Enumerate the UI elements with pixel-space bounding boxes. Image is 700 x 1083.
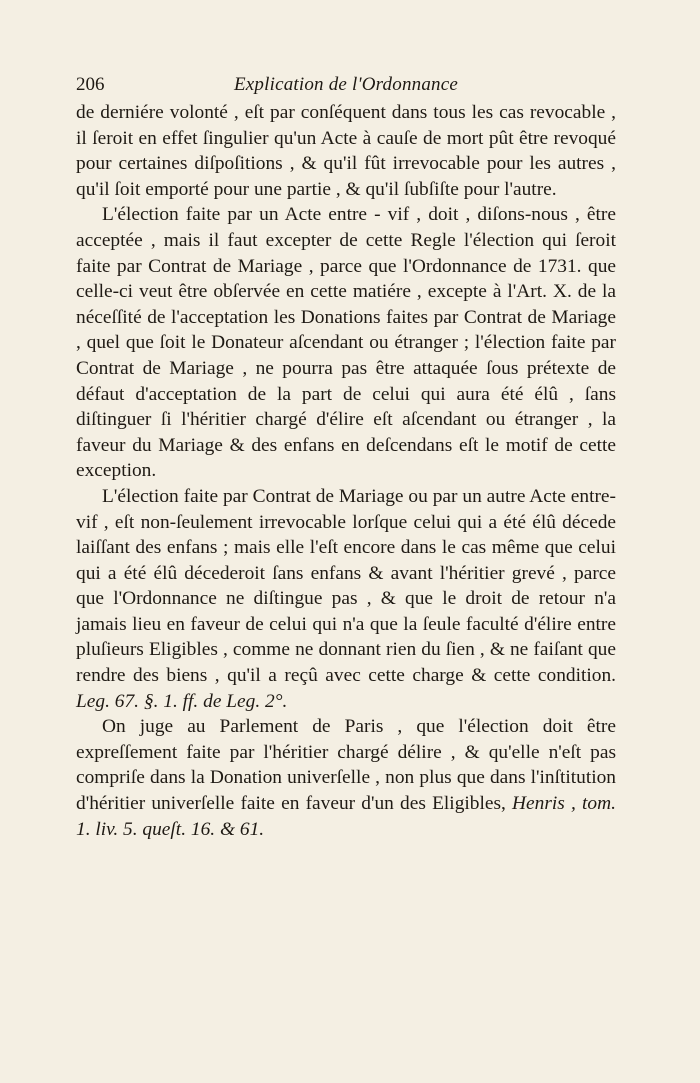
running-head [76, 74, 616, 100]
paragraph-4-citation: Henris , tom. 1. liv. 5. queſt. 16. & 61. [76, 793, 616, 840]
paragraph-2 [76, 202, 616, 484]
document-page [76, 74, 616, 842]
paragraph-3-text: L'élection faite par Contrat de Mariage ou par un autre Acte entre-vif , eſt non-ſeulement irrevocable lorſque celui qui a été élû décede laiſſant des enfans ; mais elle l'eſt encore dans le cas même que celui qui a été élû décederoit ſans enfans & avant l'héritier grevé , parce que l'Ordonnance ne diſtingue pas , & que le droit de retour n'a jamais lieu en faveur de celui qui n'a que la ſeule faculté d'élire entre pluſieurs Eligibles , comme ne donnant rien du ſien , & ne faiſant que rendre des biens , qu'il a reçû avec cette charge & cette condition. [76, 485, 616, 687]
paragraph-3 [76, 484, 616, 714]
paragraph-4-text: On juge au Parlement de Paris , que l'élection doit être expreſſement faite par l'héritier chargé délire , & qu'elle n'eſt pas compriſe dans la Donation univerſelle , non plus que dans l'inſtitution d'héritier univerſelle faite en faveur d'un des Eligibles, [76, 716, 616, 815]
header-title: Explication de l'Ordonnance [233, 74, 459, 95]
body-text [76, 100, 616, 842]
paragraph-1-text: de derniére volonté , eſt par conſéquent dans tous les cas revocable , il ſeroit en effet ſingulier qu'un Acte à cauſe de mort pût être revoqué pour certaines diſpoſitions , & qu'il fût irrevocable pour les autres , qu'il ſoit emporté pour une partie , & qu'il ſubſiſte pour l'autre. [76, 102, 616, 200]
paragraph-2-text: L'élection faite par un Acte entre - vif , doit , diſons-nous , être acceptée , mais il faut excepter de cette Regle l'élection qui ſeroit faite par Contrat de Mariage , parce que l'Ordonnance de 1731. que celle-ci veut être obſervée en cette matiére , excepte à l'Art. X. de la néceſſité de l'acceptation les Donations faites par Contrat de Mariage , quel que ſoit le Donateur aſcendant ou étranger ; l'élection faite par Contrat de Mariage , ne pourra pas être attaquée ſous prétexte de défaut d'acceptation de la part de celui qui aura été élû , ſans diſtinguer ſi l'héritier chargé d'élire eſt aſcendant ou étranger , la faveur du Mariage & des enfans en deſcendans eſt le motif de cette exception. [76, 204, 616, 482]
paragraph-4 [76, 714, 616, 842]
paragraph-1 [76, 100, 616, 202]
paragraph-3-citation: Leg. 67. §. 1. ff. de Leg. 2°. [76, 690, 288, 712]
page-number: 206 [76, 74, 105, 95]
